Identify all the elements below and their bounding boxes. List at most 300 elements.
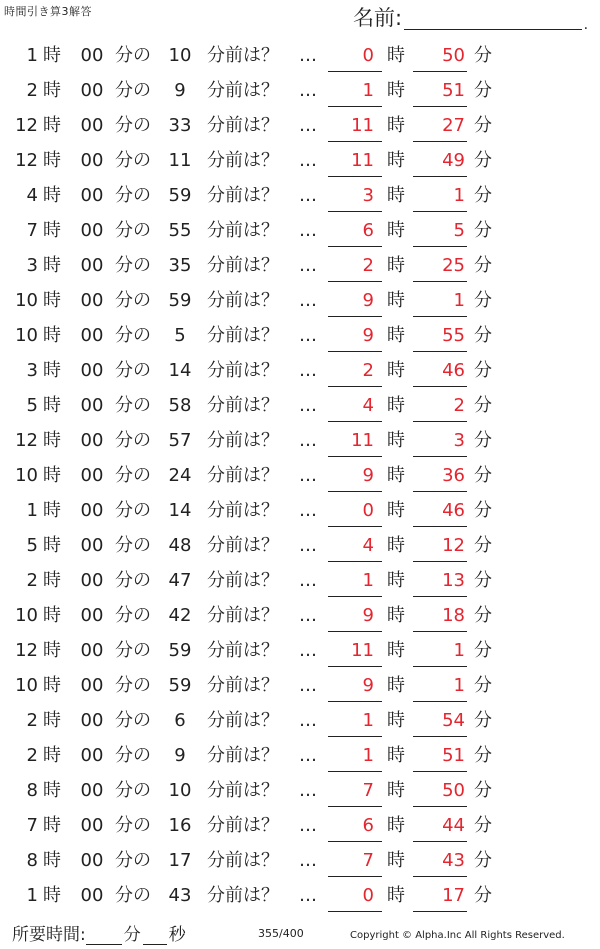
answer-minute-kanji: 分 <box>474 570 492 591</box>
answer-minute-line <box>413 71 467 72</box>
ellipsis: … <box>299 535 318 556</box>
minute-of-label: 分の <box>115 605 151 626</box>
problem-minute: 00 <box>80 220 104 241</box>
problem-hour: 7 <box>26 220 38 241</box>
problem-row <box>0 703 600 738</box>
problem-hour: 5 <box>26 395 38 416</box>
hour-kanji: 時 <box>43 150 61 171</box>
answer-hour-kanji: 時 <box>387 360 405 381</box>
answer-minute-kanji: 分 <box>474 430 492 451</box>
answer-hour-line <box>328 666 382 667</box>
answer-minute-line <box>413 211 467 212</box>
answer-hour-kanji: 時 <box>387 640 405 661</box>
problem-minute: 00 <box>80 255 104 276</box>
answer-minute-line <box>413 176 467 177</box>
problem-row <box>0 248 600 283</box>
answer-minute-line <box>413 386 467 387</box>
problem-row <box>0 353 600 388</box>
answer-hour-kanji: 時 <box>387 535 405 556</box>
minute-of-label: 分の <box>115 780 151 801</box>
ellipsis: … <box>299 605 318 626</box>
minutes-before: 10 <box>168 780 192 801</box>
problem-hour: 1 <box>26 885 38 906</box>
ellipsis: … <box>299 255 318 276</box>
problem-hour: 8 <box>26 780 38 801</box>
problem-minute: 00 <box>80 710 104 731</box>
answer-minute: 3 <box>453 430 465 451</box>
problem-hour: 3 <box>26 255 38 276</box>
hour-kanji: 時 <box>43 45 61 66</box>
answer-minute-line <box>413 281 467 282</box>
problem-row <box>0 493 600 528</box>
minutes-before: 10 <box>168 45 192 66</box>
hour-kanji: 時 <box>43 640 61 661</box>
minutes-before-label: 分前は？ <box>207 185 279 206</box>
minutes-before-label: 分前は？ <box>207 290 279 311</box>
minute-of-label: 分の <box>115 430 151 451</box>
minutes-before-label: 分前は？ <box>207 535 279 556</box>
answer-minute-line <box>413 491 467 492</box>
answer-minute-kanji: 分 <box>474 290 492 311</box>
minute-of-label: 分の <box>115 220 151 241</box>
hour-kanji: 時 <box>43 255 61 276</box>
minutes-before-label: 分前は？ <box>207 640 279 661</box>
answer-minute-line <box>413 876 467 877</box>
problem-hour: 12 <box>15 150 38 171</box>
ellipsis: … <box>299 360 318 381</box>
answer-hour-kanji: 時 <box>387 815 405 836</box>
answer-hour-line <box>328 386 382 387</box>
problem-row <box>0 423 600 458</box>
answer-minute-line <box>413 141 467 142</box>
answer-minute-kanji: 分 <box>474 675 492 696</box>
ellipsis: … <box>299 185 318 206</box>
answer-minute: 50 <box>442 45 465 66</box>
problem-row <box>0 878 600 913</box>
minutes-before: 47 <box>168 570 192 591</box>
minutes-before-label: 分前は？ <box>207 850 279 871</box>
minutes-before-label: 分前は？ <box>207 605 279 626</box>
answer-minute-line <box>413 351 467 352</box>
answer-hour-kanji: 時 <box>387 255 405 276</box>
ellipsis: … <box>299 815 318 836</box>
minutes-before-label: 分前は？ <box>207 885 279 906</box>
answer-minute-line <box>413 106 467 107</box>
answer-minute-kanji: 分 <box>474 745 492 766</box>
problem-minute: 00 <box>80 115 104 136</box>
answer-hour: 0 <box>362 885 374 906</box>
minutes-before-label: 分前は？ <box>207 500 279 521</box>
hour-kanji: 時 <box>43 570 61 591</box>
problem-hour: 5 <box>26 535 38 556</box>
hour-kanji: 時 <box>43 710 61 731</box>
answer-hour-line <box>328 141 382 142</box>
minute-of-label: 分の <box>115 395 151 416</box>
answer-minute-kanji: 分 <box>474 710 492 731</box>
answer-hour: 4 <box>362 535 374 556</box>
problem-row <box>0 843 600 878</box>
minute-of-label: 分の <box>115 325 151 346</box>
ellipsis: … <box>299 45 318 66</box>
minute-of-label: 分の <box>115 850 151 871</box>
answer-hour-kanji: 時 <box>387 290 405 311</box>
answer-minute-kanji: 分 <box>474 150 492 171</box>
problem-row <box>0 283 600 318</box>
problem-hour: 8 <box>26 850 38 871</box>
answer-minute: 1 <box>453 185 465 206</box>
minutes-before: 59 <box>168 185 192 206</box>
answer-hour-line <box>328 771 382 772</box>
problem-minute: 00 <box>80 780 104 801</box>
answer-minute-kanji: 分 <box>474 605 492 626</box>
problem-list <box>0 38 600 913</box>
answer-hour-line <box>328 806 382 807</box>
minutes-before: 42 <box>168 605 192 626</box>
problem-row <box>0 528 600 563</box>
answer-hour: 6 <box>362 220 374 241</box>
problem-hour: 2 <box>26 745 38 766</box>
answer-hour-kanji: 時 <box>387 885 405 906</box>
name-label: 名前: <box>353 6 403 30</box>
answer-hour-line <box>328 631 382 632</box>
problem-minute: 00 <box>80 815 104 836</box>
answer-minute: 54 <box>442 710 465 731</box>
minutes-before: 14 <box>168 500 192 521</box>
minutes-before-label: 分前は？ <box>207 745 279 766</box>
problem-minute: 00 <box>80 465 104 486</box>
answer-minute: 51 <box>442 745 465 766</box>
problem-row <box>0 738 600 773</box>
minute-of-label: 分の <box>115 640 151 661</box>
hour-kanji: 時 <box>43 465 61 486</box>
minutes-before: 11 <box>168 150 192 171</box>
minutes-before: 35 <box>168 255 192 276</box>
minutes-before-label: 分前は？ <box>207 115 279 136</box>
answer-minute-line <box>413 771 467 772</box>
minutes-before-label: 分前は？ <box>207 80 279 101</box>
answer-minute: 5 <box>453 220 465 241</box>
answer-hour: 6 <box>362 815 374 836</box>
minutes-before: 43 <box>168 885 192 906</box>
answer-minute-kanji: 分 <box>474 500 492 521</box>
minutes-before: 9 <box>174 80 186 101</box>
ellipsis: … <box>299 220 318 241</box>
answer-minute: 1 <box>453 640 465 661</box>
answer-hour-kanji: 時 <box>387 45 405 66</box>
answer-hour: 1 <box>362 80 374 101</box>
minutes-before-label: 分前は？ <box>207 780 279 801</box>
answer-hour: 7 <box>362 850 374 871</box>
minute-of-label: 分の <box>115 535 151 556</box>
seconds-unit: 秒 <box>168 925 186 945</box>
answer-minute-line <box>413 246 467 247</box>
answer-minute-kanji: 分 <box>474 640 492 661</box>
problem-hour: 2 <box>26 80 38 101</box>
answer-hour-line <box>328 176 382 177</box>
minutes-unit: 分 <box>123 925 141 945</box>
minutes-before: 17 <box>168 850 192 871</box>
ellipsis: … <box>299 710 318 731</box>
minute-of-label: 分の <box>115 115 151 136</box>
problem-row <box>0 458 600 493</box>
answer-minute-kanji: 分 <box>474 115 492 136</box>
minutes-before: 59 <box>168 640 192 661</box>
hour-kanji: 時 <box>43 745 61 766</box>
minutes-blank <box>86 926 122 945</box>
answer-hour-line <box>328 106 382 107</box>
minutes-before: 59 <box>168 675 192 696</box>
answer-hour-line <box>328 246 382 247</box>
problem-row <box>0 633 600 668</box>
answer-minute: 46 <box>442 500 465 521</box>
hour-kanji: 時 <box>43 290 61 311</box>
answer-minute-line <box>413 841 467 842</box>
answer-hour: 9 <box>362 290 374 311</box>
answer-minute-kanji: 分 <box>474 220 492 241</box>
answer-minute-kanji: 分 <box>474 780 492 801</box>
minute-of-label: 分の <box>115 570 151 591</box>
problem-hour: 1 <box>26 45 38 66</box>
answer-hour-line <box>328 876 382 877</box>
answer-minute-line <box>413 736 467 737</box>
answer-hour-kanji: 時 <box>387 325 405 346</box>
problem-minute: 00 <box>80 535 104 556</box>
problem-minute: 00 <box>80 360 104 381</box>
problem-minute: 00 <box>80 745 104 766</box>
answer-minute: 17 <box>442 885 465 906</box>
answer-minute-line <box>413 596 467 597</box>
answer-minute: 13 <box>442 570 465 591</box>
answer-minute-kanji: 分 <box>474 185 492 206</box>
problem-minute: 00 <box>80 150 104 171</box>
minute-of-label: 分の <box>115 290 151 311</box>
answer-minute-line <box>413 806 467 807</box>
hour-kanji: 時 <box>43 80 61 101</box>
answer-minute: 55 <box>442 325 465 346</box>
minute-of-label: 分の <box>115 45 151 66</box>
problem-hour: 2 <box>26 570 38 591</box>
minutes-before-label: 分前は？ <box>207 150 279 171</box>
answer-hour: 11 <box>351 150 374 171</box>
problem-row <box>0 143 600 178</box>
answer-minute: 51 <box>442 80 465 101</box>
answer-minute-line <box>413 631 467 632</box>
problem-hour: 12 <box>15 430 38 451</box>
answer-hour-line <box>328 421 382 422</box>
minutes-before: 48 <box>168 535 192 556</box>
answer-hour: 11 <box>351 430 374 451</box>
answer-hour-kanji: 時 <box>387 570 405 591</box>
problem-row <box>0 563 600 598</box>
problem-hour: 10 <box>15 325 38 346</box>
page-title: 時間引き算3解答 <box>4 5 92 18</box>
problem-row <box>0 808 600 843</box>
hour-kanji: 時 <box>43 325 61 346</box>
ellipsis: … <box>299 395 318 416</box>
problem-hour: 3 <box>26 360 38 381</box>
minute-of-label: 分の <box>115 185 151 206</box>
answer-minute-kanji: 分 <box>474 360 492 381</box>
ellipsis: … <box>299 745 318 766</box>
problem-hour: 12 <box>15 640 38 661</box>
answer-minute: 44 <box>442 815 465 836</box>
problem-minute: 00 <box>80 430 104 451</box>
minute-of-label: 分の <box>115 675 151 696</box>
answer-minute-kanji: 分 <box>474 850 492 871</box>
minutes-before: 33 <box>168 115 192 136</box>
answer-hour-kanji: 時 <box>387 395 405 416</box>
answer-hour-line <box>328 701 382 702</box>
problem-row <box>0 213 600 248</box>
answer-hour-kanji: 時 <box>387 780 405 801</box>
minute-of-label: 分の <box>115 885 151 906</box>
ellipsis: … <box>299 150 318 171</box>
answer-hour-line <box>328 736 382 737</box>
answer-hour: 1 <box>362 745 374 766</box>
answer-minute-line <box>413 666 467 667</box>
problem-hour: 4 <box>26 185 38 206</box>
answer-hour-kanji: 時 <box>387 465 405 486</box>
answer-hour-kanji: 時 <box>387 605 405 626</box>
problem-minute: 00 <box>80 675 104 696</box>
hour-kanji: 時 <box>43 430 61 451</box>
answer-hour-kanji: 時 <box>387 80 405 101</box>
answer-hour-line <box>328 911 382 912</box>
problem-minute: 00 <box>80 80 104 101</box>
answer-minute: 36 <box>442 465 465 486</box>
problem-minute: 00 <box>80 185 104 206</box>
answer-minute: 1 <box>453 290 465 311</box>
answer-hour-kanji: 時 <box>387 850 405 871</box>
hour-kanji: 時 <box>43 535 61 556</box>
problem-row <box>0 73 600 108</box>
answer-hour: 1 <box>362 570 374 591</box>
problem-hour: 12 <box>15 115 38 136</box>
hour-kanji: 時 <box>43 815 61 836</box>
answer-minute-kanji: 分 <box>474 465 492 486</box>
minutes-before-label: 分前は？ <box>207 675 279 696</box>
ellipsis: … <box>299 640 318 661</box>
minutes-before-label: 分前は？ <box>207 570 279 591</box>
minutes-before: 58 <box>168 395 192 416</box>
minute-of-label: 分の <box>115 360 151 381</box>
answer-minute-kanji: 分 <box>474 45 492 66</box>
seconds-blank <box>143 926 167 945</box>
ellipsis: … <box>299 80 318 101</box>
answer-hour: 4 <box>362 395 374 416</box>
minute-of-label: 分の <box>115 745 151 766</box>
answer-minute: 27 <box>442 115 465 136</box>
minutes-before: 55 <box>168 220 192 241</box>
problem-minute: 00 <box>80 605 104 626</box>
answer-hour: 3 <box>362 185 374 206</box>
problem-row <box>0 773 600 808</box>
minutes-before: 59 <box>168 290 192 311</box>
minutes-before-label: 分前は？ <box>207 45 279 66</box>
problem-row <box>0 178 600 213</box>
answer-hour-kanji: 時 <box>387 430 405 451</box>
name-blank-line <box>404 9 582 30</box>
ellipsis: … <box>299 885 318 906</box>
problem-hour: 2 <box>26 710 38 731</box>
minute-of-label: 分の <box>115 150 151 171</box>
time-required <box>12 920 188 945</box>
answer-hour-line <box>328 211 382 212</box>
hour-kanji: 時 <box>43 885 61 906</box>
problem-minute: 00 <box>80 45 104 66</box>
hour-kanji: 時 <box>43 395 61 416</box>
answer-hour-kanji: 時 <box>387 710 405 731</box>
problem-hour: 10 <box>15 290 38 311</box>
answer-minute: 1 <box>453 675 465 696</box>
problem-row <box>0 318 600 353</box>
answer-hour-line <box>328 526 382 527</box>
problem-minute: 00 <box>80 290 104 311</box>
time-required-label: 所要時間: <box>12 925 86 945</box>
hour-kanji: 時 <box>43 500 61 521</box>
minutes-before-label: 分前は？ <box>207 465 279 486</box>
minutes-before-label: 分前は？ <box>207 325 279 346</box>
hour-kanji: 時 <box>43 675 61 696</box>
minutes-before-label: 分前は？ <box>207 710 279 731</box>
answer-hour: 2 <box>362 255 374 276</box>
problem-minute: 00 <box>80 570 104 591</box>
problem-row <box>0 38 600 73</box>
ellipsis: … <box>299 675 318 696</box>
minute-of-label: 分の <box>115 815 151 836</box>
answer-hour: 9 <box>362 605 374 626</box>
minutes-before: 16 <box>168 815 192 836</box>
minutes-before-label: 分前は？ <box>207 220 279 241</box>
answer-hour-line <box>328 351 382 352</box>
hour-kanji: 時 <box>43 850 61 871</box>
hour-kanji: 時 <box>43 185 61 206</box>
answer-hour-line <box>328 456 382 457</box>
minutes-before: 6 <box>174 710 186 731</box>
answer-minute-kanji: 分 <box>474 395 492 416</box>
ellipsis: … <box>299 290 318 311</box>
answer-minute-line <box>413 701 467 702</box>
answer-hour-kanji: 時 <box>387 220 405 241</box>
minutes-before: 57 <box>168 430 192 451</box>
answer-minute-line <box>413 316 467 317</box>
minutes-before-label: 分前は？ <box>207 430 279 451</box>
answer-hour: 0 <box>362 500 374 521</box>
answer-minute: 25 <box>442 255 465 276</box>
hour-kanji: 時 <box>43 780 61 801</box>
problem-minute: 00 <box>80 325 104 346</box>
answer-hour: 9 <box>362 465 374 486</box>
answer-minute: 49 <box>442 150 465 171</box>
ellipsis: … <box>299 115 318 136</box>
copyright: Copyright © Alpha.Inc All Rights Reserved. <box>350 930 565 941</box>
problem-hour: 7 <box>26 815 38 836</box>
problem-minute: 00 <box>80 395 104 416</box>
answer-hour: 7 <box>362 780 374 801</box>
ellipsis: … <box>299 500 318 521</box>
problem-hour: 1 <box>26 500 38 521</box>
answer-minute-kanji: 分 <box>474 80 492 101</box>
minutes-before-label: 分前は？ <box>207 815 279 836</box>
minutes-before-label: 分前は？ <box>207 360 279 381</box>
problem-row <box>0 598 600 633</box>
answer-hour-line <box>328 316 382 317</box>
answer-minute: 46 <box>442 360 465 381</box>
answer-hour-line <box>328 491 382 492</box>
answer-minute: 18 <box>442 605 465 626</box>
answer-hour-line <box>328 596 382 597</box>
answer-minute-kanji: 分 <box>474 885 492 906</box>
